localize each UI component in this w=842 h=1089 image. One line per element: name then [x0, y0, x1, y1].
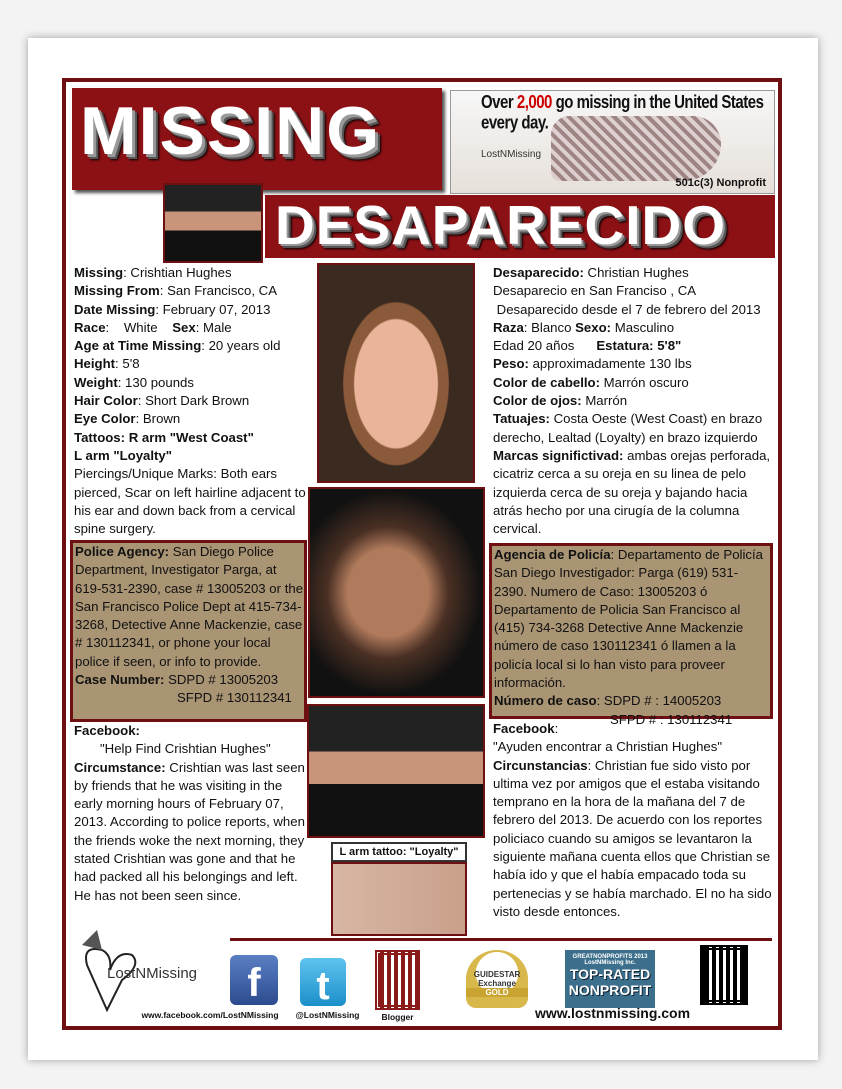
label: Circunstancias: [493, 757, 588, 773]
label: Police Agency:: [75, 544, 170, 559]
value: : Departamento de Policía San Diego Investigador: Parga (619) 531-2390. Numero de Caso: 13005203 ó Departamento de Policia San Francisco al (415) 734-3268 Detective Anne Mackenzie número de caso 130112341 ó llamen a la policía local si lo han visto para proveer información.: [494, 547, 764, 691]
twitter-icon[interactable]: t: [300, 958, 346, 1006]
spanish-circumstance: [493, 720, 778, 921]
closeup-face-photo: [308, 487, 485, 698]
banner-text-rest: go missing in the United States every day.: [481, 92, 764, 134]
banner-text: Over: [481, 92, 517, 113]
label: Height: [74, 356, 116, 372]
facebook-url[interactable]: www.facebook.com/LostNMissing: [141, 1010, 279, 1020]
sp-police: [494, 546, 770, 692]
top-rated-badge: [565, 950, 655, 1008]
value: R arm "West Coast": [128, 429, 254, 445]
label: Peso:: [493, 356, 529, 372]
value: 5'8: [122, 356, 140, 372]
label: Color de cabello:: [493, 374, 600, 390]
label: Tatuajes:: [493, 411, 550, 427]
value: Costa Oeste (West Coast) en brazo derecho, Lealtad (Loyalty) en brazo izquierdo: [493, 411, 763, 445]
label: Race: [74, 319, 106, 335]
blogger-label[interactable]: Blogger: [381, 1012, 414, 1022]
label: Sex: [172, 319, 196, 335]
facebook-icon[interactable]: f: [230, 955, 278, 1005]
label: Age at Time Missing: [74, 338, 202, 354]
value: ambas orejas perforada, cicatriz cerca a su oreja en su linea de pelo izquierda cerca de su oreja y bajando hacia atrás hecho por una cirugía de la columna cervical.: [493, 447, 771, 537]
facebook-label: [74, 722, 309, 740]
label: Marcas significtivad:: [493, 447, 624, 463]
small-photo-two-faces: [163, 183, 263, 263]
label: Date Missing: [74, 301, 156, 317]
value: Masculino: [611, 319, 675, 335]
value: : Christian fue sido visto por ultima vez por amigos que el estaba visitando temprano en la hora de la mañana del 7 de febrero del 2013. De acuerdo con los reportes policiaco cuando su amigos se levantaron la siguiente mañana cuenta ellos que Christian se había ido y que el había empacado toda su pertenecias y se había marchado. El no ha sido visto desde entonces.: [493, 757, 772, 919]
value: L arm "Loyalty": [74, 447, 173, 463]
gn-main: TOP-RATED NONPROFIT: [568, 966, 652, 998]
value: 130 pounds: [125, 374, 194, 390]
field-tattoos: Tattoos: R arm "West Coast": [74, 429, 254, 445]
guidestar-text: GUIDESTAR: [473, 970, 521, 979]
gn-top: GREATNONPROFITS 2013: [572, 954, 648, 960]
lostnmissing-banner: [450, 90, 775, 194]
missing-title: MISSING: [80, 93, 382, 169]
english-circumstance: [74, 722, 309, 905]
label: Missing From: [74, 283, 160, 299]
value: Marrón: [581, 393, 628, 409]
main-face-photo: [317, 263, 475, 483]
value: Male: [203, 319, 232, 335]
lostnmissing-logo: [72, 925, 198, 1015]
nonprofit-label: 501c(3) Nonprofit: [675, 177, 766, 189]
field-missing-from: Missing From: San Francisco, CA: [74, 283, 277, 299]
website-url[interactable]: www.lostnmissing.com: [535, 1005, 691, 1021]
guidestar-sub: Exchange: [478, 979, 516, 988]
value: 5'8": [653, 338, 682, 354]
label: Case Number:: [75, 672, 165, 688]
field-missing: Missing: Crishtian Hughes: [74, 265, 232, 280]
sp-location: Desaparecio en San Franciso , CA: [493, 283, 697, 299]
value: approximadamente 130 lbs: [528, 356, 692, 372]
label: Tattoos: [74, 429, 121, 445]
sp-peso: [493, 355, 778, 373]
facebook-page: "Help Find Crishtian Hughes": [100, 741, 271, 757]
value: Christian Hughes: [583, 265, 689, 280]
field-weight: Weight: 130 pounds: [74, 374, 194, 390]
case-sfpd: SFPD # 130112341: [177, 690, 292, 706]
tattoo-photo: [331, 862, 467, 936]
label: Estatura:: [596, 338, 654, 354]
police-agency-box: [70, 540, 307, 722]
value: : Blanco: [523, 319, 576, 335]
sp-marcas: [493, 447, 778, 538]
value: San Diego Police Department, Investigator Parga, at 619-531-2390, case # 13005203 or the San Francisco Police Dept at 415-734-3268, Detective Anne Mackenzie, case # 130112341, or phone your local police if seen, or info to provide.: [75, 544, 304, 669]
sp-case-sfpd: SFPD # : 130112341: [610, 711, 733, 727]
case-number: [75, 671, 304, 689]
label: Weight: [74, 374, 118, 390]
field-hair: Hair Color: Short Dark Brown: [74, 393, 250, 409]
value: 20 years old: [208, 338, 281, 354]
value: Marrón oscuro: [599, 374, 689, 390]
value: February 07, 2013: [162, 301, 271, 317]
label: Facebook: [493, 721, 555, 736]
sp-tatuajes: [493, 410, 778, 447]
blogger-qr-code[interactable]: [375, 950, 420, 1010]
label: Missing: [74, 265, 124, 280]
sp-cabello: [493, 374, 778, 392]
field-height: Height: 5'8: [74, 356, 140, 372]
label: Raza: [493, 319, 524, 335]
website-qr-code[interactable]: [700, 945, 748, 1005]
value: Brown: [142, 411, 181, 427]
banner-number: 2,000: [516, 92, 552, 113]
desaparecido-title: DESAPARECIDO: [275, 194, 727, 256]
value: Short Dark Brown: [145, 393, 250, 409]
case-sdpd: : SDPD # : 14005203: [596, 693, 722, 709]
field-marks: Piercings/Unique Marks: Both ears pierced, Scar on left hairline adjacent to his ear and down back from a cervical spine surgery.: [74, 466, 306, 537]
value: Crishtian was last seen by friends that he was visiting in the early morning hours of February 07, 2013. According to police reports, when the friends woke the next morning, they stated Crishtian was gone and that he had packed all his belongings and left. He has not been seen since.: [74, 759, 305, 903]
thumbs-up-photo: [307, 704, 485, 838]
spanish-details: [493, 264, 778, 538]
sp-case: [494, 692, 770, 710]
sp-circumstance: [493, 757, 778, 922]
field-race-sex: Race: White Sex: Male: [74, 319, 232, 335]
value: Crishtian Hughes: [130, 265, 232, 280]
sp-raza: [493, 319, 778, 337]
sp-date: Desaparecido desde el 7 de febrero del 2013: [493, 301, 761, 317]
tattoo-caption: L arm tattoo: "Loyalty": [331, 842, 467, 862]
sp-facebook-label: Facebook:: [493, 721, 559, 736]
field-tattoos-2: [74, 447, 309, 465]
sp-police-box: [489, 543, 773, 727]
sp-facebook-page: "Ayuden encontrar a Christian Hughes": [493, 739, 723, 755]
case-sdpd: SDPD # 13005203: [168, 672, 279, 688]
label: Desaparecido:: [493, 265, 584, 280]
circumstance: [74, 759, 309, 905]
sp-desaparecido: [493, 264, 778, 282]
twitter-handle[interactable]: @LostNMissing: [295, 1010, 360, 1020]
police-agency: [75, 543, 304, 671]
sp-edad: [493, 337, 778, 355]
label: Eye Color: [74, 411, 136, 427]
value: Edad 20 años: [493, 338, 575, 354]
field-eye: Eye Color: Brown: [74, 411, 181, 427]
label: Número de caso: [494, 693, 597, 709]
english-details: [74, 264, 309, 538]
banner-headline: [481, 93, 774, 134]
label: Color de ojos:: [493, 393, 582, 409]
gn-org: LostNMissing Inc.: [584, 960, 636, 966]
label: Hair Color: [74, 393, 138, 409]
footer-divider: [230, 938, 772, 941]
label: Agencia de Policía: [494, 547, 611, 562]
logo-text: LostNMissing: [107, 965, 198, 982]
label: Sexo:: [575, 319, 612, 335]
label: Circumstance:: [74, 759, 166, 775]
field-age: Age at Time Missing: 20 years old: [74, 338, 281, 354]
value: White: [123, 319, 158, 335]
field-date-missing: Date Missing: February 07, 2013: [74, 301, 271, 317]
guidestar-gold: GOLD: [466, 988, 528, 997]
banner-logo: LostNMissing: [481, 149, 542, 160]
label: Facebook:: [74, 723, 140, 738]
guidestar-badge: [466, 950, 528, 1008]
value: San Francisco, CA: [167, 283, 277, 299]
sp-ojos: [493, 392, 778, 410]
